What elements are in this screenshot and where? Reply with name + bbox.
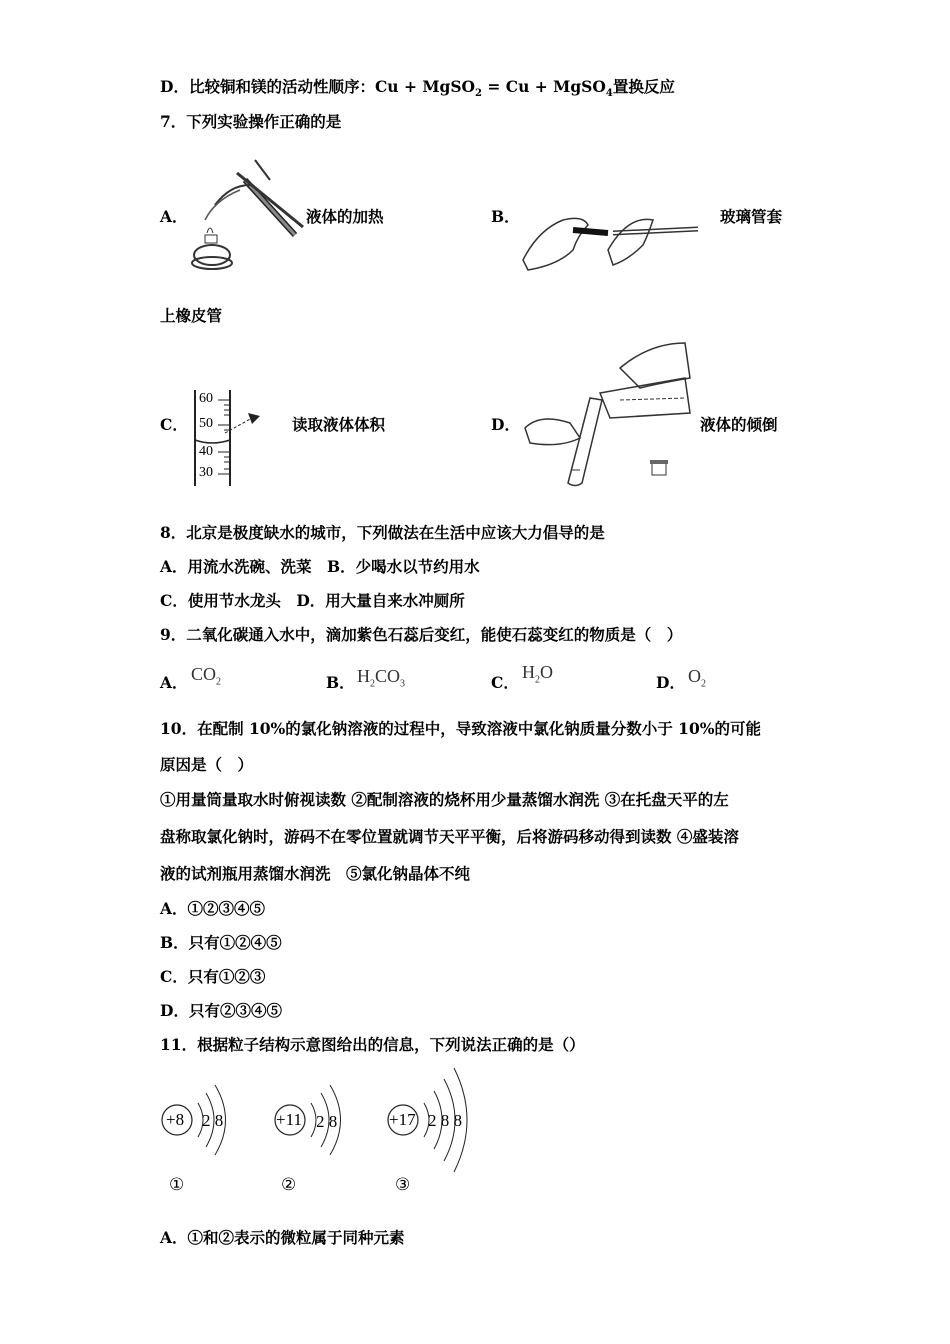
q9-c-label: C． — [491, 673, 519, 692]
q7-d-caption: 液体的倾倒 — [700, 415, 778, 434]
q9-a-formula: $CO_2$ — [191, 664, 222, 688]
q7-b-rubber-tube-image — [518, 205, 703, 275]
q7-c-caption: 读取液体体积 — [292, 415, 386, 434]
q10-desc-line1: ①用量筒量取水时俯视读数 ②配制溶液的烧杯用少量蒸馏水润洗 ③在托盘天平的左 — [160, 790, 729, 809]
q9-c-formula: $H_2O$ — [522, 662, 553, 686]
q7-c-tick-30: 30 — [199, 465, 213, 480]
q10-option-a: A．①②③④⑤ — [160, 899, 266, 918]
q6-option-d — [160, 77, 675, 104]
atom-1-shells: 2 8 — [202, 1111, 224, 1130]
atom-2-label: ② — [281, 1175, 297, 1194]
q8-stem: 8．北京是极度缺水的城市，下列做法在生活中应该大力倡导的是 — [160, 523, 605, 542]
q10-option-d: D．只有②③④⑤ — [160, 1001, 282, 1020]
q7-c-tick-50: 50 — [199, 416, 213, 431]
atom-1-nucleus: +8 — [166, 1110, 185, 1129]
q6-d-text-after: 置换反应 — [612, 77, 675, 96]
q10-option-b: B．只有①②④⑤ — [160, 933, 282, 952]
q6-d-text: 比较铜和镁的活动性顺序： — [188, 77, 375, 96]
q10-stem-line1: 10．在配制 10%的氯化钠溶液的过程中，导致溶液中氯化钠质量分数小于 10%的可能 — [160, 719, 761, 738]
q7-stem: 7．下列实验操作正确的是 — [160, 112, 342, 131]
q10-desc-line2: 盘称取氯化钠时，游码不在零位置就调节天平平衡，后将游码移动得到读数 ④盛装溶 — [160, 827, 739, 846]
q7-d-pouring-image — [520, 338, 695, 488]
q7-c-tick-40: 40 — [199, 444, 213, 459]
q9-stem: 9．二氧化碳通入水中，滴加紫色石蕊后变红，能使石蕊变红的物质是（ ） — [160, 625, 683, 644]
q9-b-label: B． — [326, 673, 355, 692]
atom-3-label: ③ — [395, 1175, 411, 1194]
atom-2-nucleus: +11 — [276, 1110, 302, 1129]
q11-option-a: A．①和②表示的微粒属于同种元素 — [160, 1228, 405, 1247]
q9-b-formula: $H_2CO_3$ — [357, 666, 406, 690]
q7-b-caption: 玻璃管套 — [720, 207, 783, 226]
q10-stem-line2: 原因是（ ） — [160, 755, 254, 774]
q9-d-label: D． — [656, 673, 685, 692]
atom-2-shells: 2 8 — [316, 1112, 338, 1131]
q7-a-caption: 液体的加热 — [306, 207, 384, 226]
q7-a-heating-image — [185, 155, 310, 275]
atom-3-nucleus: +17 — [389, 1110, 416, 1129]
q7-a-label: A． — [160, 207, 188, 226]
q9-a-label: A． — [160, 673, 188, 692]
q8-options-ab: A．用流水洗碗、洗菜 B．少喝水以节约用水 — [160, 557, 480, 576]
q6-d-label: D． — [160, 77, 189, 96]
q11-stem: 11．根据粒子结构示意图给出的信息，下列说法正确的是（） — [160, 1035, 585, 1054]
q8-options-cd: C．使用节水龙头 D．用大量自来水冲厕所 — [160, 591, 465, 610]
q7-b-caption-cont: 上橡皮管 — [160, 306, 223, 325]
q6-d-equation: Cu + MgSO$_2$ = Cu + MgSO$_4$ — [374, 77, 613, 100]
q9-d-formula: $O_2$ — [688, 666, 706, 690]
q10-option-c: C．只有①②③ — [160, 967, 266, 986]
atom-1-label: ① — [169, 1175, 185, 1194]
q7-b-label: B． — [491, 207, 520, 226]
q7-c-tick-60: 60 — [199, 391, 213, 406]
atom-3-shells: 2 8 8 — [428, 1111, 462, 1130]
q7-c-label: C． — [160, 415, 188, 434]
q7-d-label: D． — [491, 415, 520, 434]
q10-desc-line3: 液的试剂瓶用蒸馏水润洗 ⑤氯化钠晶体不纯 — [160, 864, 471, 883]
